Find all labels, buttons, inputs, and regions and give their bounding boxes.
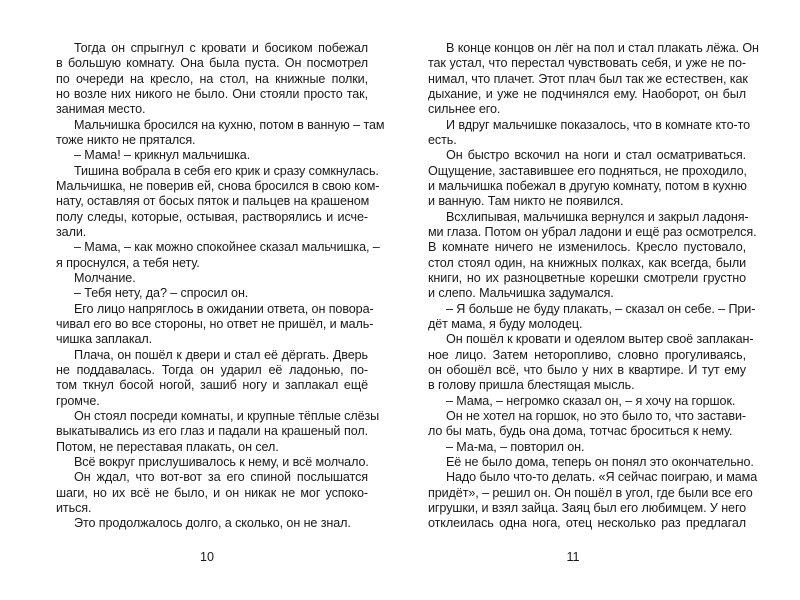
paragraph — [56, 408, 380, 455]
text-line: Ощущение, заставившее его подняться, не проходило, — [428, 163, 747, 178]
text-line: том ткнул босой ногой, зашиб ногу и заплакал ещё — [56, 378, 368, 393]
text-line: ное лицо. Затем неторопливо, словно прогуливаясь, — [428, 347, 746, 362]
text-line: стол стоял один, на книжных полках, как всегда, были — [428, 255, 746, 270]
paragraph — [428, 117, 750, 149]
text-line: Её не было дома, теперь он понял это окончательно. — [446, 454, 754, 469]
paragraph — [56, 148, 368, 163]
text-line: – Мама! – крикнул мальчишка. — [74, 148, 251, 163]
text-line: нату, оставляя от босых пяток и пальцев на крашеном — [56, 194, 370, 209]
paragraph — [56, 301, 374, 348]
text-line: он обошёл всё, что было у них в квартире. И тут ему — [428, 362, 746, 377]
paragraph — [56, 516, 368, 531]
text-line: Он пошёл к кровати и одеялом вытер своё заплакан- — [446, 332, 754, 347]
text-line: – Мама, – как можно спокойнее сказал мальчишка, – — [74, 240, 380, 255]
paragraph — [56, 286, 368, 301]
paragraph — [428, 470, 758, 531]
text-line: отклеилась одна нога, отец несколько раз предлагал — [428, 516, 746, 531]
text-line: чивал его во все стороны, но ответ не пришёл, и маль- — [56, 316, 374, 331]
text-line: – Мама, – негромко сказал он, – я хочу на горшок. — [446, 393, 736, 408]
page-number-left: 10 — [199, 550, 214, 564]
text-line: игрушки, и взял зайца. Заяц был его любимцем. У него — [428, 500, 747, 515]
paragraph — [56, 240, 380, 271]
page-right-text — [428, 41, 759, 532]
text-line: в голову пришла блестящая мысль. — [428, 378, 635, 393]
paragraph — [56, 163, 380, 241]
text-line: нимал, что плачет. Этот плач был так же естествен, как — [428, 71, 748, 86]
text-line: сильнее его. — [428, 102, 501, 117]
text-line: шаги, но их всё не было, и он никак не мог успоко- — [56, 485, 368, 500]
paragraph — [56, 271, 368, 286]
paragraph — [56, 455, 368, 470]
text-line: Это продолжалось долго, а сколько, он не знал. — [74, 516, 351, 531]
text-line: в большую комнату. Она была пуста. Он посмотрел — [56, 56, 368, 71]
text-line: дёт мама, я буду молодец. — [428, 316, 583, 331]
text-line: и мальчишка побежал в другую комнату, потом в кухню — [428, 178, 747, 193]
text-line: Плача, он пошёл к двери и стал её дёргать. Дверь — [74, 347, 368, 362]
page-number-right: 11 — [566, 550, 580, 564]
text-line: – Тебя нету, да? – спросил он. — [74, 286, 249, 301]
text-line: иться. — [56, 500, 92, 515]
text-line: я проснулся, а тебя нету. — [56, 255, 200, 270]
paragraph — [428, 440, 746, 455]
text-line: громче. — [56, 393, 100, 408]
paragraph — [428, 332, 754, 393]
text-line: Потом, не переставая плакать, он сел. — [56, 439, 279, 454]
text-line: – Я больше не буду плакать, – сказал он себе. – При- — [446, 301, 756, 316]
text-line: есть. — [428, 132, 457, 147]
text-line: Он ждал, что вот-вот за его спиной послышатся — [74, 470, 368, 485]
text-line: но возле них никого не было. Они стояли просто так, — [56, 86, 368, 101]
text-line: Всхлипывая, мальчишка вернулся и закрыл ладоня- — [446, 209, 749, 224]
text-line: Его лицо напряглось в ожидании ответа, он повора- — [74, 301, 374, 316]
paragraph — [56, 117, 385, 149]
text-line: дыхание, и уже не подчинялся ему. Наоборот, он был — [428, 86, 746, 101]
text-line: Мальчишка, не поверив ей, снова бросился в свою ком- — [56, 178, 380, 193]
text-line: В комнате ничего не изменилось. Кресло пустовало, — [428, 240, 746, 255]
paragraph — [428, 148, 746, 209]
text-line: и ванную. Там никто не появился. — [428, 194, 624, 209]
paragraph — [56, 348, 368, 409]
text-line: чишка заплакал. — [56, 332, 153, 347]
text-line: и слепо. Мальчишка задумался. — [428, 286, 614, 301]
text-line: Он не хотел на горшок, но это было то, что застави- — [446, 408, 746, 423]
text-line: Тогда он спрыгнул с кровати и босиком побежал — [74, 41, 368, 55]
text-line: выкатывались из его глаз и падали на крашеный пол. — [56, 424, 368, 439]
text-line: полу следы, которые, остывая, растворялись и исче- — [56, 209, 368, 224]
paragraph — [56, 470, 368, 516]
text-line: И вдруг мальчишке показалось, что в комнате кто-то — [446, 117, 750, 132]
text-line: Он быстро вскочил на ноги и стал осматриваться. — [446, 148, 746, 163]
text-line: так устал, что перестал чувствовать себя, и уже не по- — [428, 56, 746, 71]
paragraph — [428, 301, 756, 333]
text-line: Молчание. — [74, 270, 136, 285]
paragraph — [428, 41, 759, 118]
text-line: занимая место. — [56, 102, 146, 117]
text-line: не поддавалась. Тогда он ударил её ладонью, по- — [56, 362, 368, 377]
text-line: – Ма-ма, – повторил он. — [446, 439, 585, 454]
paragraph — [56, 41, 368, 118]
text-line: ло бы мать, будь она дома, тотчас броситься к нему. — [428, 424, 733, 439]
text-line: Мальчишка бросился на кухню, потом в ванную – там — [74, 117, 385, 132]
text-line: В конце концов он лёг на пол и стал плакать лёжа. Он — [446, 41, 759, 55]
text-line: ми глаза. Потом он убрал ладони и ещё раз осмотрелся. — [428, 224, 757, 239]
text-line: книги, но их разноцветные корешки смотрели грустно — [428, 270, 746, 285]
paragraph — [428, 409, 746, 440]
text-line: Всё вокруг прислушивалось к нему, и всё молчало. — [74, 454, 369, 469]
text-line: придёт», – решил он. Он пошёл в угол, где были все его — [428, 485, 753, 500]
text-line: Он стоял посреди комнаты, и крупные тёплые слёзы — [74, 408, 380, 423]
text-line: зали. — [56, 224, 87, 239]
paragraph — [428, 209, 757, 302]
paragraph — [428, 454, 754, 470]
text-line: Надо было что-то делать. «Я сейчас поиграю, и мама — [446, 470, 758, 485]
text-line: тоже никто не прятался. — [56, 132, 196, 147]
paragraph — [428, 394, 746, 409]
page-left-text — [56, 41, 385, 532]
text-line: по очереди на кресло, на стол, на книжные полки, — [56, 71, 368, 86]
text-line: Тишина вобрала в себя его крик и сразу сомкнулась. — [74, 163, 379, 178]
